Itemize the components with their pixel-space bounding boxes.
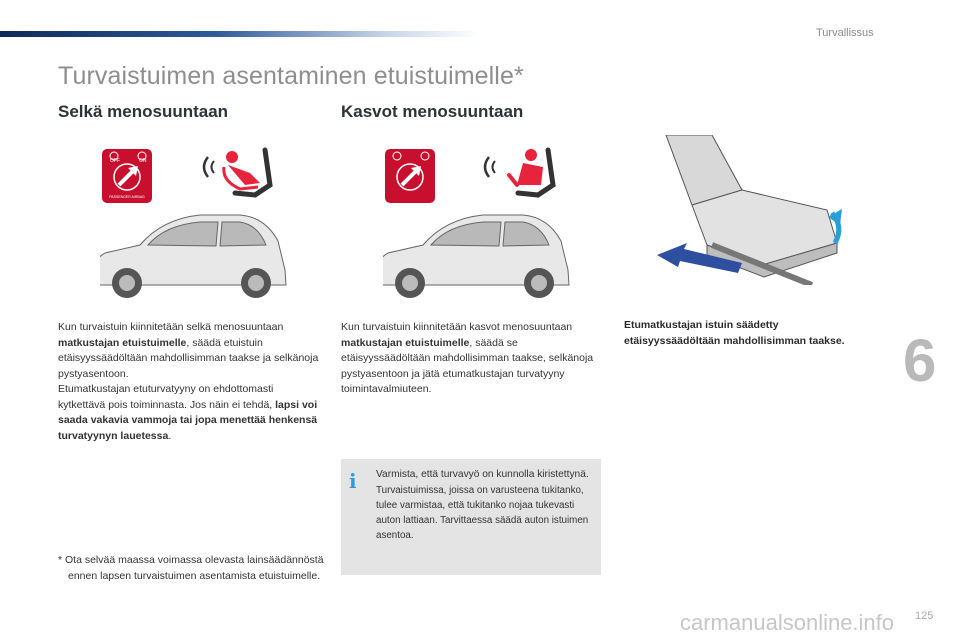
airbag-warning-icon <box>102 149 152 203</box>
seat-adjustment-caption: Etumatkustajan istuin säädetty etäisyyssäädöltään mahdollisimman taakse. <box>624 319 845 347</box>
rear-facing-seat-icon <box>204 150 270 195</box>
info-box <box>341 459 601 575</box>
rear-facing-text: Kun turvaistuin kiinnitetään selkä menosuuntaan matkustajan etuistuimelle, säädä etuistuin etäisyyssäädöltään mahdollisimman taakse ja selkänoja pystyasentoon. Etumatkustajan etuturvatyyny on ehdottomasti kytkettävä pois toiminnasta. Jos näin ei tehdä, lapsi voi saada vakavia vammoja tai jopa menettää henkensä turvatyynyn lauetessa. <box>58 321 319 442</box>
forward-facing-seat-icon <box>485 149 553 195</box>
info-icon: i <box>349 469 357 493</box>
chapter-number: 6 <box>903 327 937 394</box>
section-title: Turvallissus <box>816 27 874 39</box>
footnote: * Ota selvää maassa voimassa olevasta lainsäädännöstä ennen lapsen turvaistuimen asentamista etuistuimelle. <box>58 554 324 582</box>
watermark: carmanualsonline.info <box>680 610 895 635</box>
airbag-on-label: ON <box>139 158 147 164</box>
page-title: Turvaistuimen asentaminen etuistuimelle* <box>58 62 524 90</box>
forward-facing-figure <box>383 145 583 305</box>
seat-adjustment-figure <box>652 135 862 285</box>
info-text: Varmista, että turvavyö on kunnolla kiristettynä. Turvaistuimissa, joissa on varusteena tukitanko, tulee varmistaa, että tukitanko nojaa tukevasti auton lattiaan. Tarvittaessa säädä auton istuimen asentoa. <box>376 469 589 541</box>
rear-facing-heading: Selkä menosuuntaan <box>58 102 229 121</box>
forward-facing-text: Kun turvaistuin kiinnitetään kasvot menosuuntaan matkustajan etuistuimelle, säädä se etäisyyssäädöltään mahdollisimman taakse, selkänoja pystyasentoon ja jätä etumatkustajan turvatyyny toimintavalmiuteen. <box>341 321 594 395</box>
airbag-off-label: OFF <box>110 158 120 164</box>
airbag-text-label: PASSENGER AIRBAG <box>109 195 145 199</box>
car-side-image-2 <box>383 215 569 298</box>
page-number: 125 <box>915 610 934 622</box>
forward-facing-heading: Kasvot menosuuntaan <box>341 102 524 121</box>
header-color-bar <box>0 31 480 37</box>
car-side-image <box>100 215 286 298</box>
rear-facing-figure <box>100 145 300 305</box>
airbag-warning-icon-2 <box>385 149 435 203</box>
